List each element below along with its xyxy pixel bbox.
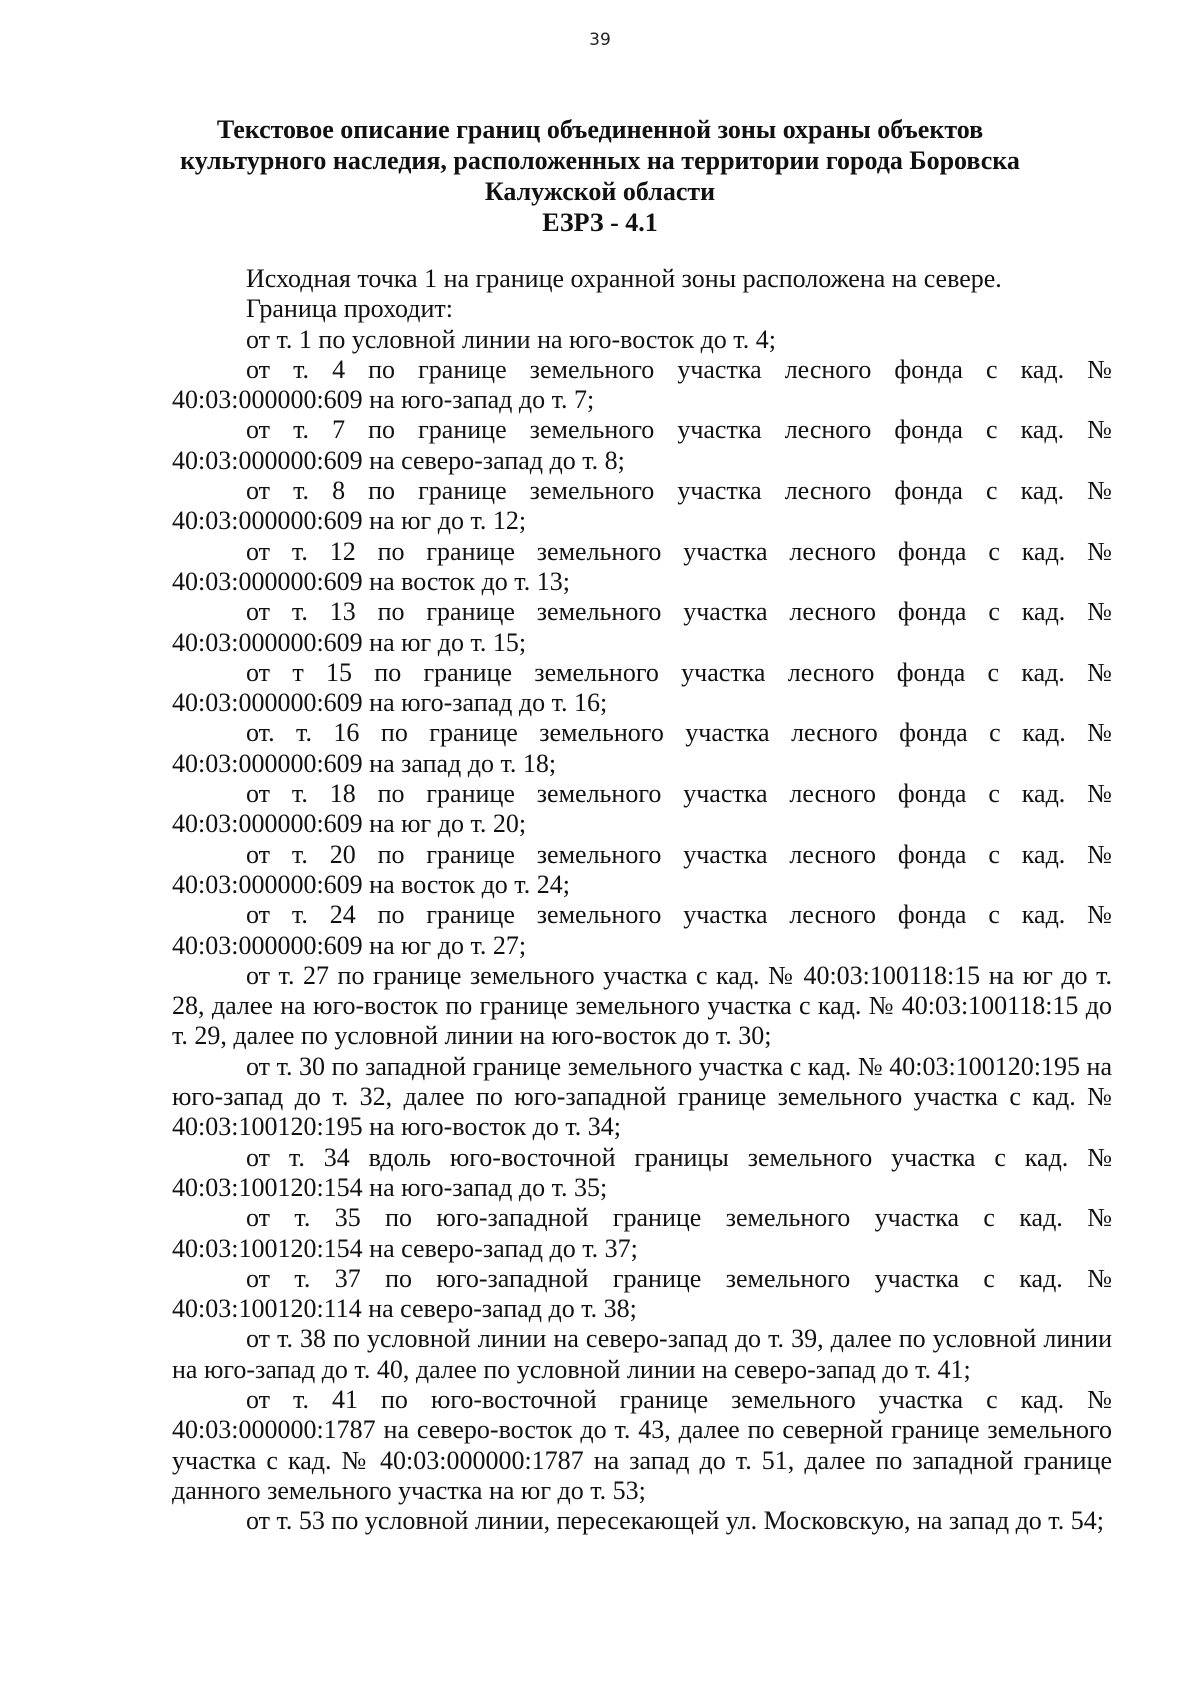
paragraph: от т. 7 по границе земельного участка лесного фонда с кад. № 40:03:000000:609 на северо-запад до т. 8; xyxy=(172,415,1112,475)
paragraph: от т. 20 по границе земельного участка лесного фонда с кад. № 40:03:000000:609 на восток до т. 24; xyxy=(172,839,1112,899)
paragraph: от т. 30 по западной границе земельного участка с кад. № 40:03:100120:195 на юго-запад до т. 32, далее по юго-западной границе земельного участка с кад. № 40:03:100120:195 на юго-восток до т. 34; xyxy=(172,1051,1112,1142)
title-line: культурного наследия, расположенных на территории города Боровска xyxy=(180,146,1020,175)
paragraph: от. т. 16 по границе земельного участка лесного фонда с кад. № 40:03:000000:609 на запад до т. 18; xyxy=(172,718,1112,778)
zone-code: ЕЗРЗ - 4.1 xyxy=(542,208,658,237)
paragraph: от т 15 по границе земельного участка лесного фонда с кад. № 40:03:000000:609 на юго-запад до т. 16; xyxy=(172,657,1112,718)
paragraph: от т. 4 по границе земельного участка лесного фонда с кад. № 40:03:000000:609 на юго-запад до т. 7; xyxy=(172,354,1112,415)
paragraph: от т. 13 по границе земельного участка лесного фонда с кад. № 40:03:000000:609 на юг до т. 15; xyxy=(172,597,1112,657)
paragraph: от т. 37 по юго-западной границе земельного участка с кад. № 40:03:100120:114 на северо-запад до т. 38; xyxy=(172,1263,1112,1324)
paragraph: от т. 1 по условной линии на юго-восток до т. 4; xyxy=(246,324,776,354)
paragraph: от т. 24 по границе земельного участка лесного фонда с кад. № 40:03:000000:609 на юг до т. 27; xyxy=(172,900,1112,960)
paragraph: от т. 18 по границе земельного участка лесного фонда с кад. № 40:03:000000:609 на юг до т. 20; xyxy=(172,779,1112,839)
title-line: Калужской области xyxy=(484,177,716,206)
document-title xyxy=(150,114,1050,238)
page-number: 39 xyxy=(589,30,611,50)
title-line: Текстовое описание границ объединенной зоны охраны объектов xyxy=(216,115,984,144)
paragraph: Граница проходит: xyxy=(246,294,453,324)
paragraph: от т. 38 по условной линии на северо-запад до т. 39, далее по условной линии на юго-запад до т. 40, далее по условной линии на северо-запад до т. 41; xyxy=(172,1324,1112,1384)
paragraph: от т. 34 вдоль юго-восточной границы земельного участка с кад. № 40:03:100120:154 на юго-запад до т. 35; xyxy=(172,1142,1112,1202)
paragraph: от т. 27 по границе земельного участка с кад. № 40:03:100118:15 на юг до т. 28, далее на юго-восток по границе земельного участка с кад. № 40:03:100118:15 до т. 29, далее по условной линии на юго-восток до т. 30; xyxy=(172,960,1112,1051)
paragraph: от т. 12 по границе земельного участка лесного фонда с кад. № 40:03:000000:609 на восток до т. 13; xyxy=(172,536,1112,596)
paragraph: Исходная точка 1 на границе охранной зоны расположена на севере. xyxy=(246,264,1002,293)
paragraph: от т. 41 по юго-восточной границе земельного участка с кад. № 40:03:000000:1787 на северо-восток до т. 43, далее по северной границе земельного участка с кад. № 40:03:000000:1787 на запад до т. 51, далее по западной границе данного земельного участка на юг до т. 53; xyxy=(172,1384,1112,1505)
paragraph: от т. 53 по условной линии, пересекающей ул. Московскую, на запад до т. 54; xyxy=(246,1506,1104,1536)
document-body xyxy=(172,264,1112,1536)
paragraph: от т. 8 по границе земельного участка лесного фонда с кад. № 40:03:000000:609 на юг до т. 12; xyxy=(172,476,1112,536)
paragraph: от т. 35 по юго-западной границе земельного участка с кад. № 40:03:100120:154 на северо-запад до т. 37; xyxy=(172,1203,1112,1263)
